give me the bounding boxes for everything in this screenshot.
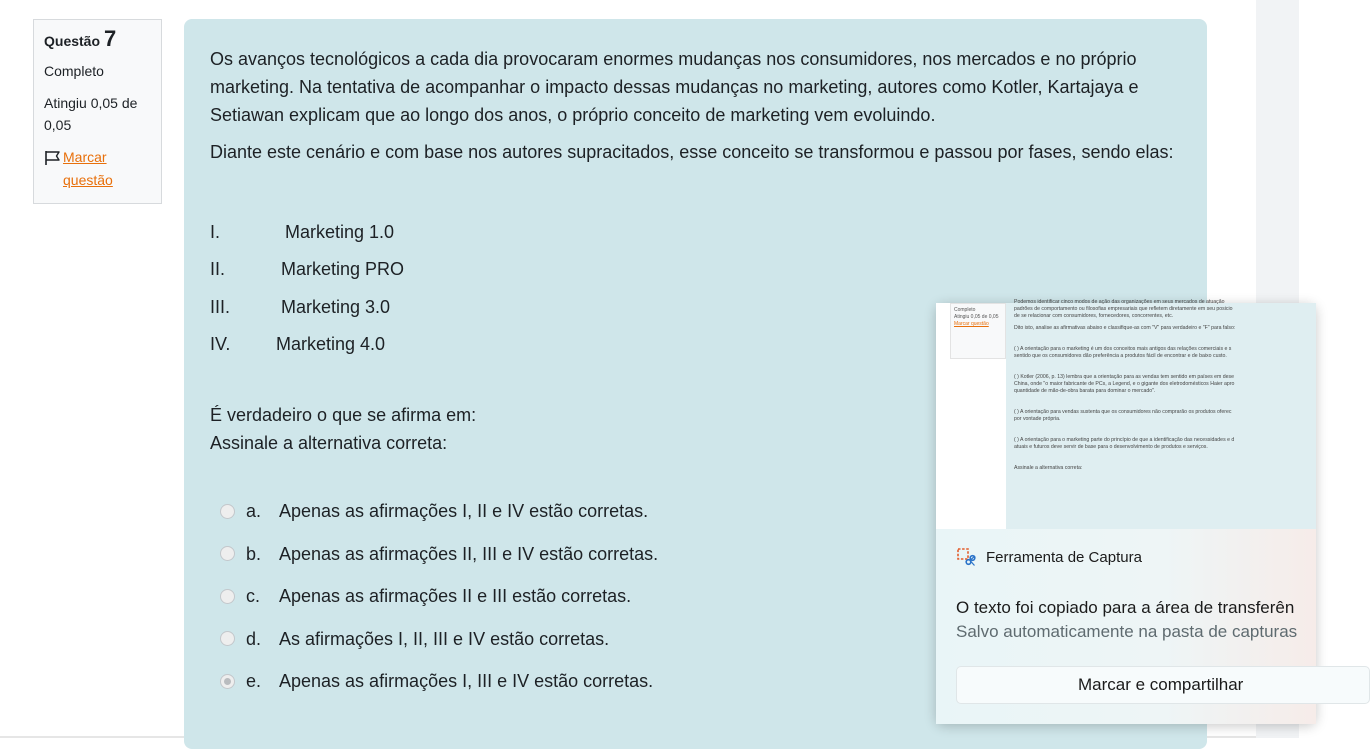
thumbnail-text-line: de se relacionar com consumidores, fornecedores, concorrentes, etc. xyxy=(1014,313,1174,319)
option-text: Apenas as afirmações I, II e IV estão corretas. xyxy=(279,501,649,522)
statement-text: Marketing 1.0 xyxy=(285,221,395,242)
thumbnail-state: Completo xyxy=(954,307,976,313)
thumbnail-text-line: Dito isto, analise as afirmativas abaixo e classifique-as com "V" para verdadeiro e "F" para falso: xyxy=(1014,325,1236,331)
notification-header xyxy=(956,547,1142,567)
thumbnail-text-line: ( ) Kotler (2006, p. 13) lembra que a orientação para as vendas tem sentido em países em dese xyxy=(1014,374,1235,380)
thumbnail-text-line: ( ) A orientação para vendas sustenta que os consumidores não comprarão os produtos oferec xyxy=(1014,409,1232,415)
question-prompt-line-1: É verdadeiro o que se afirma em: xyxy=(210,405,477,425)
snipping-tool-icon xyxy=(956,547,976,567)
notification-message-sub: Salvo automaticamente na pasta de capturas xyxy=(956,622,1298,641)
statement-numeral: IV. xyxy=(210,334,231,355)
option-letter: b. xyxy=(246,543,262,564)
question-title xyxy=(44,28,151,52)
thumbnail-text-line: quantidade de mão-de-obra barata para dominar o mercado". xyxy=(1014,388,1156,394)
radio-button-selected[interactable] xyxy=(220,674,235,689)
question-number: 7 xyxy=(104,26,117,51)
thumbnail-flag-link: Marcar questão xyxy=(954,321,989,327)
markup-and-share-button[interactable]: Marcar e compartilhar xyxy=(956,666,1370,704)
thumbnail-text-line: Assinale a alternativa correta: xyxy=(1014,465,1083,471)
statement-item xyxy=(210,251,1187,289)
thumbnail-text-line: sentido que os consumidores dão preferência a produtos fácil de encontrar e de baixo custo. xyxy=(1014,353,1227,359)
question-label: Questão xyxy=(44,33,101,49)
option-text: Apenas as afirmações II e III estão corretas. xyxy=(279,586,632,607)
statement-item xyxy=(210,213,1187,251)
option-letter: c. xyxy=(246,586,261,607)
question-text-paragraph-2: Diante este cenário e com base nos autores supracitados, esse conceito se transformou e passou por fases, sendo elas: xyxy=(210,142,1174,162)
thumbnail-text-line: padrões de comportamento ou filosofias empresariais que refletem diretamente em seu posicio xyxy=(1014,306,1233,312)
statement-numeral: II. xyxy=(210,259,226,280)
flag-question[interactable] xyxy=(44,146,151,192)
question-info-box xyxy=(33,19,162,204)
notification-app-name: Ferramenta de Captura xyxy=(986,548,1142,566)
question-state: Completo xyxy=(44,63,104,79)
flag-icon xyxy=(44,150,61,166)
statement-numeral: I. xyxy=(210,221,221,242)
statement-text: Marketing 4.0 xyxy=(276,334,386,355)
notification-message-main: O texto foi copiado para a área de transferên xyxy=(956,598,1295,617)
flag-question-link[interactable]: Marcar questão xyxy=(63,149,113,188)
option-text: Apenas as afirmações II, III e IV estão corretas. xyxy=(279,543,659,564)
snipping-tool-notification[interactable] xyxy=(936,299,1316,724)
thumbnail-text-line: ( ) A orientação para o marketing é um dos conceitos mais antigos das relações comerciais e s xyxy=(1014,346,1232,352)
radio-button[interactable] xyxy=(220,546,235,561)
thumbnail-text-line: China, onde "o maior fabricante de PCs, a Legend, e o gigante dos eletrodomésticos Haier apro xyxy=(1014,381,1235,387)
statement-text: Marketing PRO xyxy=(281,259,405,280)
notification-body xyxy=(936,529,1316,724)
radio-button[interactable] xyxy=(220,504,235,519)
option-letter: e. xyxy=(246,671,262,692)
radio-button[interactable] xyxy=(220,589,235,604)
option-text: As afirmações I, II, III e IV estão corretas. xyxy=(279,628,610,649)
option-letter: d. xyxy=(246,628,262,649)
thumbnail-text-line: atuais e futuros deve servir de base para o desenvolvimento de produtos e serviços. xyxy=(1014,444,1208,450)
question-prompt-line-2: Assinale a alternativa correta: xyxy=(210,433,448,453)
thumbnail-text-line: ( ) A orientação para o marketing parte do princípio de que a identificação das necessidades e d xyxy=(1014,437,1235,443)
statement-numeral: III. xyxy=(210,296,231,317)
radio-button[interactable] xyxy=(220,631,235,646)
thumbnail-text-line: por vontade própria. xyxy=(1014,416,1061,422)
notification-message xyxy=(956,596,1297,644)
capture-thumbnail[interactable] xyxy=(936,299,1316,529)
option-text: Apenas as afirmações I, III e IV estão corretas. xyxy=(279,671,654,692)
statement-text: Marketing 3.0 xyxy=(281,296,391,317)
thumbnail-text-line: Podemos identificar cinco modos de ação das organizações em seus mercados de atuação xyxy=(1014,299,1225,305)
thumbnail-info-box xyxy=(950,303,1006,359)
question-grade: Atingiu 0,05 de 0,05 xyxy=(44,95,138,133)
question-text-paragraph-1: Os avanços tecnológicos a cada dia provocaram enormes mudanças nos consumidores, nos mercados e no próprio marketing. Na tentativa de acompanhar o impacto dessas mudanças no marketing, autores como Kotler, Kartajaya e Setiawan explicam que ao longo dos anos, o próprio conceito de marketing vem evoluindo. xyxy=(210,49,1139,125)
thumbnail-content xyxy=(1006,299,1316,529)
thumbnail-grade: Atingiu 0,05 de 0,05 xyxy=(954,314,999,320)
option-letter: a. xyxy=(246,501,262,522)
